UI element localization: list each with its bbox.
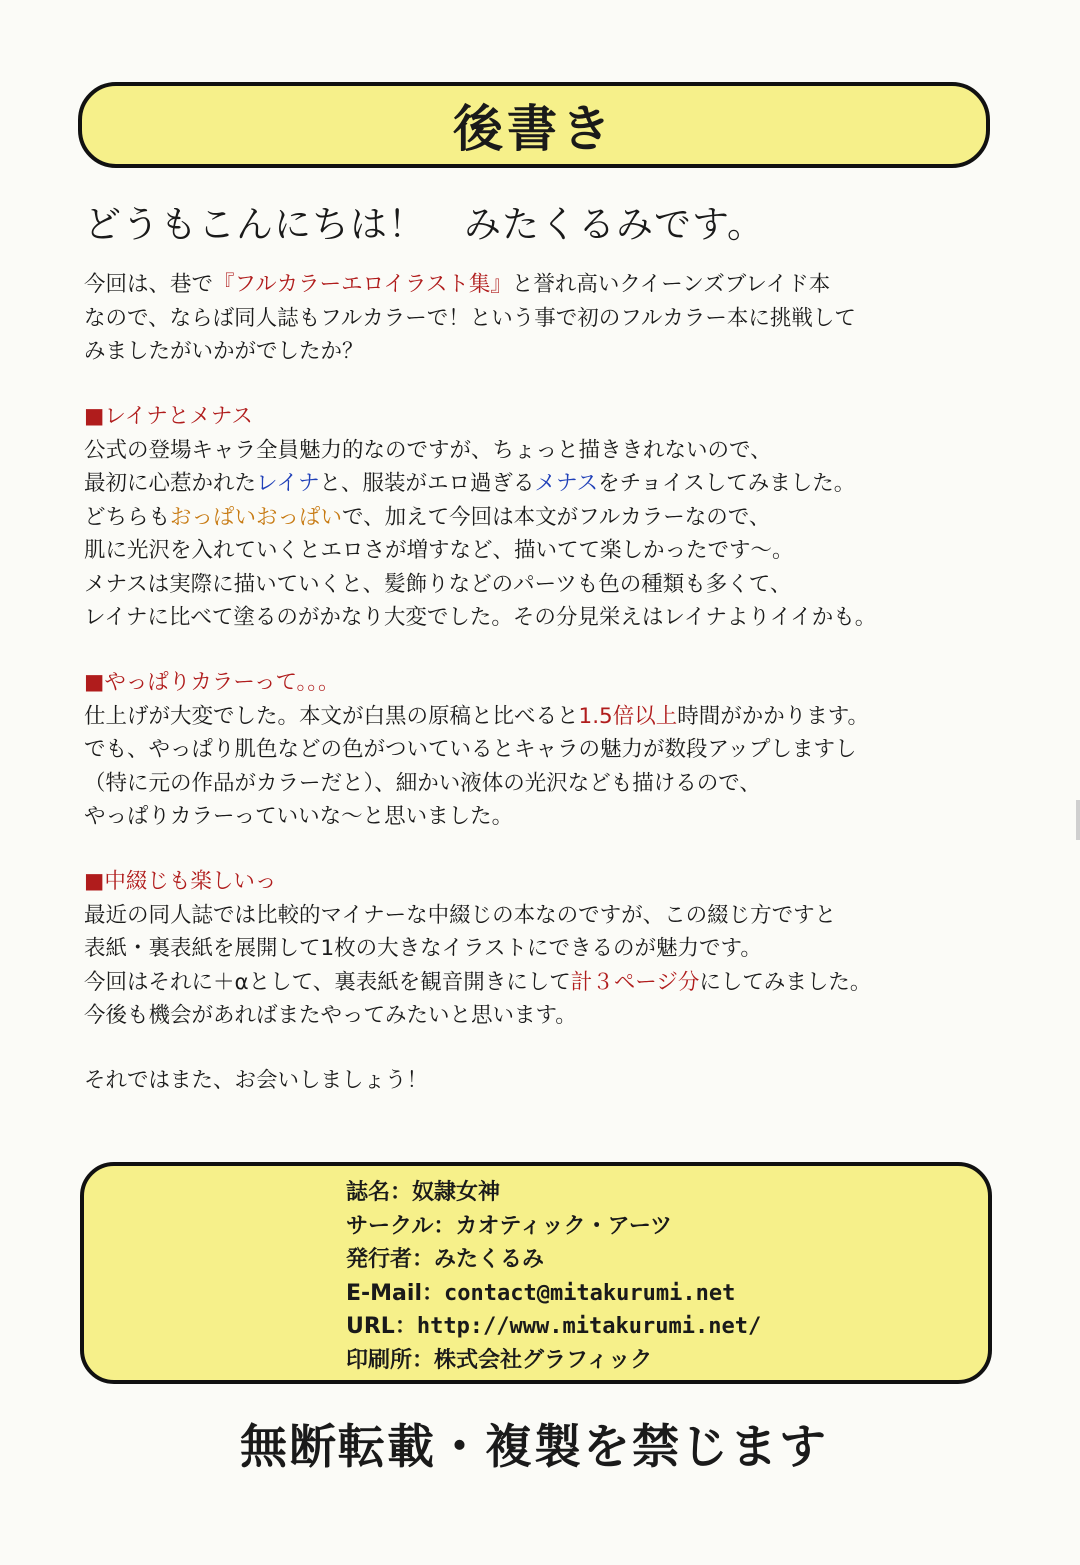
intro-line bbox=[84, 268, 1044, 302]
square-bullet-icon: ■ bbox=[84, 404, 105, 429]
scan-edge-mark bbox=[1076, 800, 1080, 840]
closing-line: それではまた、お会いしましょう！ bbox=[84, 1068, 429, 1093]
section-heading-text: レイナとメナス bbox=[104, 404, 253, 429]
section-line: でも、やっぱり肌色などの色がついているとキャラの魅力が数段アップしますし bbox=[84, 737, 857, 762]
colophon-email bbox=[346, 1277, 761, 1311]
section-line: 肌に光沢を入れていくとエロさが増すなど、描いてて楽しかったです～。 bbox=[84, 538, 794, 563]
section-heading bbox=[84, 666, 1044, 700]
text: 最初に心惹かれた bbox=[84, 471, 257, 496]
url-link[interactable]: http://www.mitakurumi.net/ bbox=[416, 1314, 762, 1339]
title-banner bbox=[78, 82, 990, 168]
highlight-menace: メナス bbox=[534, 471, 599, 496]
colophon-url bbox=[346, 1310, 761, 1344]
email-label: E-Mail： bbox=[346, 1280, 444, 1306]
section-color bbox=[84, 666, 1044, 834]
section-heading-text: 中綴じも楽しいっ bbox=[104, 869, 277, 894]
colophon-list bbox=[346, 1176, 761, 1377]
highlight-oppai: おっぱいおっぱい bbox=[170, 504, 343, 530]
section-line bbox=[84, 700, 1044, 734]
section-line bbox=[84, 966, 1044, 1000]
colophon-printer: 印刷所：株式会社グラフィック bbox=[346, 1347, 653, 1373]
url-label: URL： bbox=[346, 1314, 417, 1339]
intro-highlight: 『フルカラーエロイラスト集』 bbox=[213, 272, 512, 297]
section-line: 表紙・裏表紙を展開して1枚の大きなイラストにできるのが魅力です。 bbox=[84, 936, 762, 961]
section-line: （特に元の作品がカラーだと）、細かい液体の光沢なども描けるので、 bbox=[84, 770, 761, 796]
section-line: レイナに比べて塗るのがかなり大変でした。その分見栄えはレイナよりイイかも。 bbox=[84, 605, 877, 630]
section-heading bbox=[84, 400, 1044, 434]
intro-text: と誉れ高いクイーンズブレイド本 bbox=[511, 272, 831, 297]
text: と、服装がエロ過ぎる bbox=[319, 471, 535, 496]
section-line bbox=[84, 501, 1044, 535]
section-line bbox=[84, 467, 1044, 501]
section-reina-menace bbox=[84, 400, 1044, 635]
square-bullet-icon: ■ bbox=[84, 670, 105, 695]
section-line: 公式の登場キャラ全員魅力的なのですが、ちょっと描ききれないので、 bbox=[84, 437, 772, 463]
text: 時間がかかります。 bbox=[677, 703, 869, 729]
colophon-box bbox=[80, 1162, 992, 1384]
section-line: メナスは実際に描いていくと、髪飾りなどのパーツも色の種類も多くて、 bbox=[84, 571, 792, 597]
highlight-pages: 計３ページ分 bbox=[570, 969, 700, 995]
text: をチョイスしてみました。 bbox=[598, 471, 856, 496]
section-heading-text: やっぱりカラーって。。。 bbox=[104, 670, 340, 695]
text: どちらも bbox=[84, 504, 171, 530]
email-link[interactable]: contact@mitakurumi.net bbox=[443, 1280, 736, 1306]
section-line: やっぱりカラーっていいな～と思いました。 bbox=[84, 804, 514, 829]
intro-text: みましたがいかがでしたか？ bbox=[84, 339, 364, 364]
intro-line bbox=[84, 335, 1044, 369]
text: で、加えて今回は本文がフルカラーなので、 bbox=[342, 504, 771, 530]
text: にしてみました。 bbox=[699, 969, 872, 995]
highlight-ratio: 1.5倍以上 bbox=[578, 703, 678, 729]
intro-line bbox=[84, 302, 1044, 336]
intro-paragraph bbox=[84, 268, 1044, 369]
greeting: どうもこんにちは！ みたくるみです。 bbox=[84, 203, 766, 246]
square-bullet-icon: ■ bbox=[84, 869, 105, 894]
section-line: 最近の同人誌では比較的マイナーな中綴じの本なのですが、この綴じ方ですと bbox=[84, 902, 837, 928]
closing bbox=[84, 1064, 1044, 1098]
text: 今回はそれに＋αとして、裏表紙を観音開きにして bbox=[84, 969, 571, 995]
copyright-notice: 無断転載・複製を禁じます bbox=[240, 1420, 828, 1475]
section-heading bbox=[84, 865, 1044, 899]
text: 仕上げが大変でした。本文が白黒の原稿と比べると bbox=[84, 703, 579, 729]
colophon-title: 誌名：奴隷女神 bbox=[346, 1180, 501, 1205]
section-saddle-stitch bbox=[84, 865, 1044, 1033]
intro-text: 今回は、巷で bbox=[84, 272, 214, 297]
colophon-publisher: 発行者：みたくるみ bbox=[346, 1247, 545, 1272]
section-line: 今後も機会があればまたやってみたいと思います。 bbox=[84, 1003, 577, 1028]
colophon-circle: サークル：カオティック・アーツ bbox=[346, 1213, 673, 1239]
page-title: 後書き bbox=[453, 100, 615, 158]
intro-text: なので、ならば同人誌もフルカラーで！という事で初のフルカラー本に挑戦して bbox=[84, 305, 856, 331]
highlight-reina: レイナ bbox=[256, 471, 320, 496]
